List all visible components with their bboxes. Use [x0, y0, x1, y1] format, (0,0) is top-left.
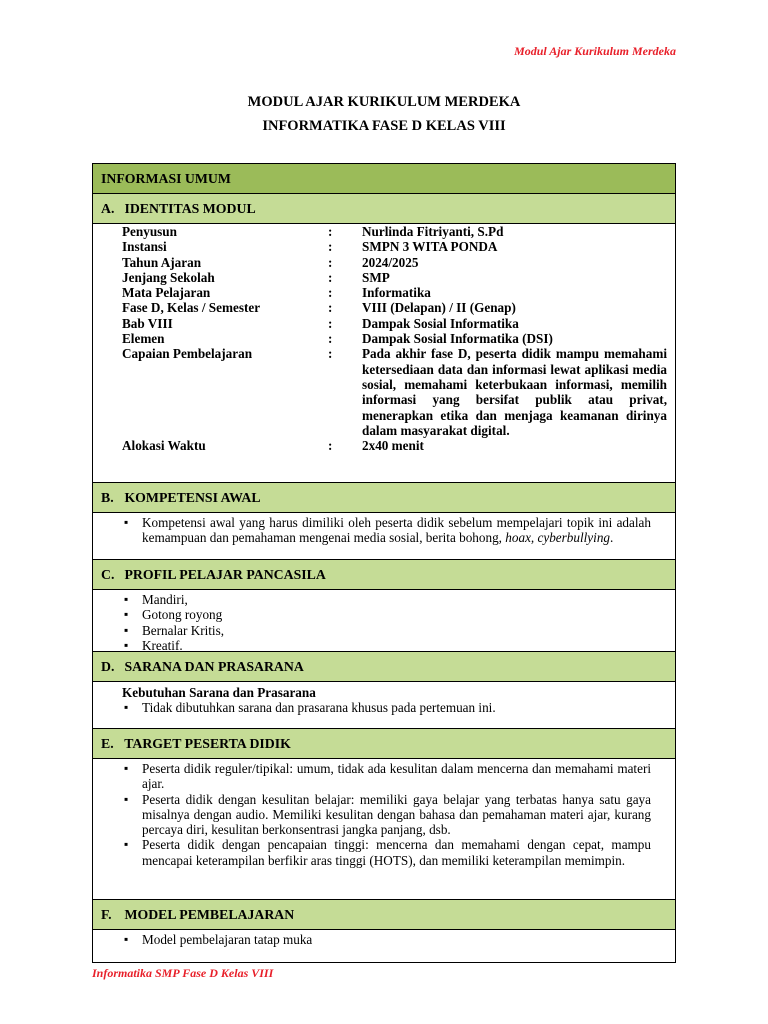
identitas-row: [122, 346, 667, 438]
identitas-colon: :: [328, 224, 333, 239]
identitas-key: Elemen: [122, 331, 165, 347]
list-item: ▪ Model pembelajaran tatap muka: [122, 932, 651, 947]
section-b-header: [93, 483, 675, 513]
list-item: [122, 515, 651, 546]
target-body: [93, 759, 675, 900]
module-table: [92, 163, 676, 963]
list-item: ▪ Bernalar Kritis,: [122, 623, 651, 638]
model-list: [122, 932, 651, 947]
identitas-value: Nurlinda Fitriyanti, S.Pd: [362, 224, 504, 239]
profil-list: [122, 592, 651, 653]
section-title: TARGET PESERTA DIDIK: [124, 736, 291, 751]
section-letter: F.: [101, 907, 112, 922]
identitas-colon: :: [328, 331, 333, 347]
identitas-row: [122, 300, 667, 315]
kompetensi-end: .: [610, 530, 614, 546]
identitas-value: VIII (Delapan) / II (Genap): [362, 300, 516, 316]
section-letter: E.: [101, 736, 114, 751]
section-c-header: [93, 560, 675, 590]
list-item: ▪ Peserta didik reguler/tipikal: umum, tidak ada kesulitan dalam mencerna dan memahami materi ajar.: [122, 761, 651, 792]
footer-note: Informatika SMP Fase D Kelas VIII: [92, 966, 274, 980]
identitas-row: [122, 331, 667, 346]
section-f-header: [93, 900, 675, 930]
identitas-colon: :: [328, 285, 333, 301]
section-letter: A.: [101, 201, 115, 216]
identitas-row: [122, 285, 667, 300]
list-item: ▪ Peserta didik dengan pencapaian tinggi: mencerna dan memahami dengan cepat, mampu mencapai keterampilan berfikir aras tinggi (HOTS), dan memiliki keterampilan memimpin.: [122, 837, 651, 868]
section-d-header: [93, 652, 675, 682]
section-title: KOMPETENSI AWAL: [124, 490, 261, 505]
identitas-key: Capaian Pembelajaran: [122, 346, 253, 362]
target-list: [122, 761, 651, 868]
kompetensi-body: [93, 513, 675, 560]
identitas-key: Fase D, Kelas / Semester: [122, 300, 261, 316]
list-item: ▪ Kreatif.: [122, 638, 651, 653]
document-subtitle: INFORMATIKA FASE D KELAS VIII: [262, 118, 506, 134]
identitas-value: Dampak Sosial Informatika (DSI): [362, 331, 553, 347]
sarana-subheading: Kebutuhan Sarana dan Prasarana: [122, 685, 316, 700]
sarana-list: [122, 700, 667, 715]
list-item: ▪ Mandiri,: [122, 592, 651, 607]
identitas-row: [122, 270, 667, 285]
model-body: [93, 930, 675, 962]
identitas-colon: :: [328, 438, 333, 454]
identitas-colon: :: [328, 254, 333, 270]
section-title: PROFIL PELAJAR PANCASILA: [124, 567, 326, 582]
identitas-value: SMPN 3 WITA PONDA: [362, 239, 498, 255]
header-note: Modul Ajar Kurikulum Merdeka: [514, 44, 676, 58]
identitas-value: Dampak Sosial Informatika: [362, 315, 519, 331]
identitas-rows: [122, 224, 667, 453]
kompetensi-italic: hoax, cyberbullying: [505, 530, 611, 546]
identitas-key: Tahun Ajaran: [122, 254, 202, 270]
section-title: IDENTITAS MODUL: [124, 201, 256, 216]
section-a-header: [93, 194, 675, 224]
identitas-row: [122, 316, 667, 331]
identitas-key: Jenjang Sekolah: [122, 269, 215, 285]
list-item: ▪ Gotong royong: [122, 607, 651, 622]
identitas-key: Bab VIII: [122, 315, 173, 331]
identitas-row: [122, 255, 667, 270]
identitas-key: Alokasi Waktu: [122, 438, 206, 454]
identitas-value: Pada akhir fase D, peserta didik mampu memahami ketersediaan data dan informasi lewat aplikasi media sosial, memahami keterbukaan informasi, memilih informasi yang bersifat publik atau privat, menerapkan etika dan menjaga keamanan dirinya dalam masyarakat digital.: [362, 346, 667, 438]
section-e-header: [93, 729, 675, 759]
profil-body: [93, 590, 675, 652]
section-letter: C.: [101, 567, 115, 582]
document-title: MODUL AJAR KURIKULUM MERDEKA: [247, 94, 521, 110]
identitas-colon: :: [328, 239, 333, 255]
identitas-value: SMP: [362, 269, 390, 285]
identitas-key: Penyusun: [122, 224, 177, 239]
list-item: ▪ Tidak dibutuhkan sarana dan prasarana khusus pada pertemuan ini.: [122, 700, 667, 715]
identitas-colon: :: [328, 346, 333, 362]
section-title: MODEL PEMBELAJARAN: [124, 907, 295, 922]
list-item: ▪ Peserta didik dengan kesulitan belajar: memiliki gaya belajar yang terbatas hanya satu gaya misalnya dengan audio. Memiliki kesulitan dengan bahasa dan pemahaman materi ajar, kurang percaya diri, kesulitan berkonsentrasi jangka panjang, dsb.: [122, 792, 651, 838]
identitas-row: [122, 239, 667, 254]
identitas-row: [122, 438, 667, 453]
identitas-key: Instansi: [122, 239, 167, 255]
section-title: SARANA DAN PRASARANA: [124, 659, 304, 674]
identitas-value: Informatika: [362, 285, 431, 301]
identitas-colon: :: [328, 315, 333, 331]
informasi-umum-header: INFORMASI UMUM: [93, 164, 675, 194]
identitas-value: 2024/2025: [362, 254, 419, 270]
kompetensi-text: Kompetensi awal yang harus dimiliki oleh peserta didik sebelum mempelajari topik ini adalah kemampuan dan pemahaman mengenai media sosial, berita bohong,: [142, 515, 651, 546]
identitas-row: [122, 224, 667, 239]
identitas-key: Mata Pelajaran: [122, 285, 211, 301]
identitas-colon: :: [328, 269, 333, 285]
identitas-colon: :: [328, 300, 333, 316]
section-letter: B.: [101, 490, 114, 505]
identitas-value: 2x40 menit: [362, 438, 424, 454]
identitas-body: [93, 224, 675, 483]
section-letter: D.: [101, 659, 115, 674]
sarana-body: [93, 682, 675, 729]
